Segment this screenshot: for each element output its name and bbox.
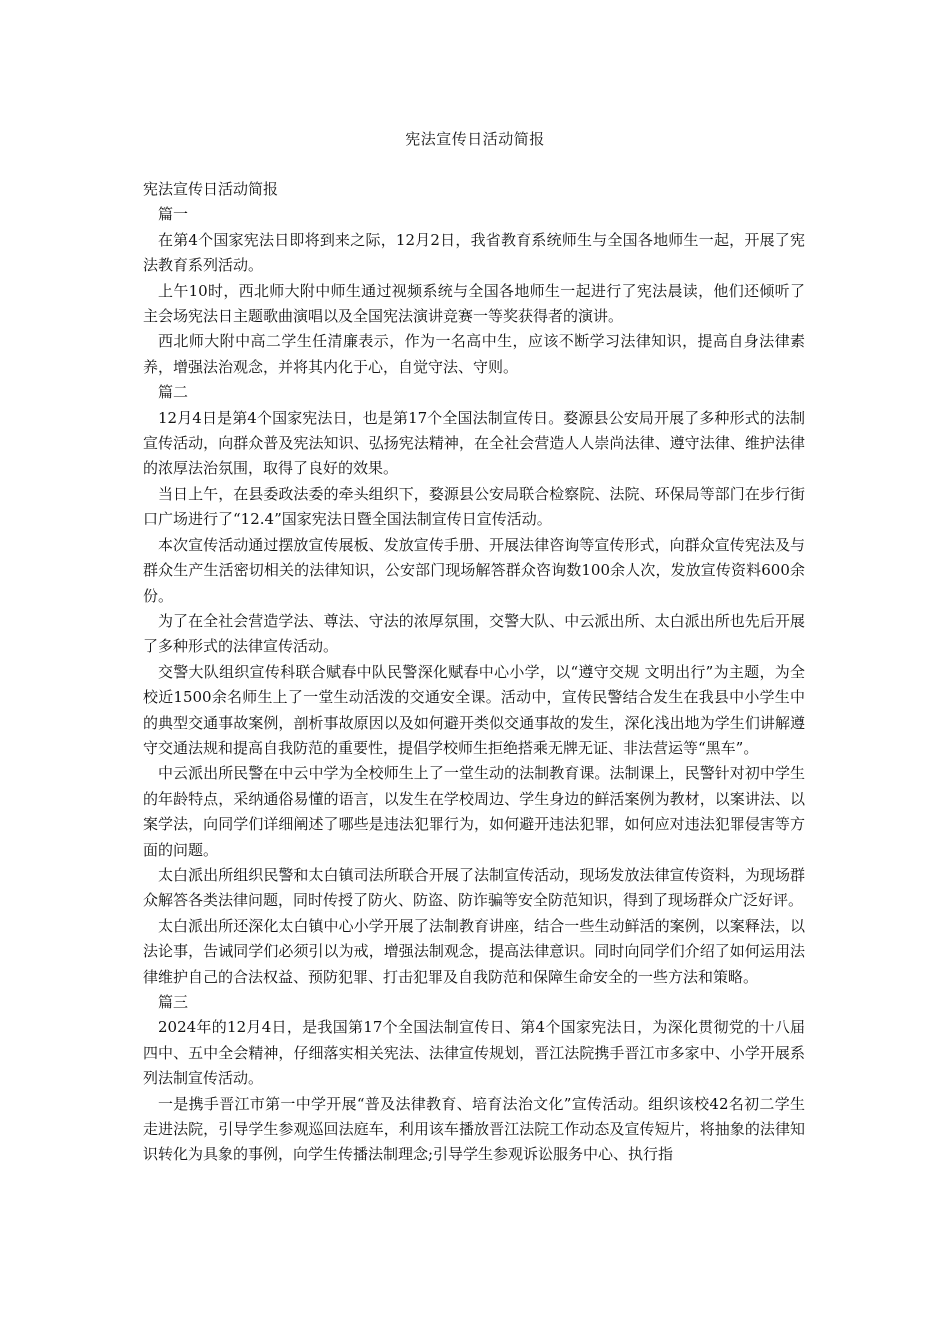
- paragraph: 中云派出所民警在中云中学为全校师生上了一堂生动的法制教育课。法制课上，民警针对初中学生的年龄特点，采纳通俗易懂的语言，以发生在学校周边、学生身边的鲜活案例为教材，以案讲法、以案学法，向同学们详细阐述了哪些是违法犯罪行为，如何避开违法犯罪，如何应对违法犯罪侵害等方面的问题。: [143, 764, 805, 859]
- paragraph: 太白派出所还深化太白镇中心小学开展了法制教育讲座，结合一些生动鲜活的案例，以案释法，以法论事，告诫同学们必须引以为戒，增强法制观念，提高法律意识。同时向同学们介绍了如何运用法律维护自己的合法权益、预防犯罪、打击犯罪及自我防范和保障生命安全的一些方法和策略。: [143, 916, 805, 986]
- paragraph: 太白派出所组织民警和太白镇司法所联合开展了法制宣传活动，现场发放法律宣传资料，为现场群众解答各类法律问题，同时传授了防火、防盗、防诈骗等安全防范知识，得到了现场群众广泛好评。: [143, 865, 805, 910]
- paragraph: 2024年的12月4日，是我国第17个全国法制宣传日、第4个国家宪法日，为深化贯彻党的十八届四中、五中全会精神，仔细落实相关宪法、法律宣传规划，晋江法院携手晋江市多家中、小学开展系列法制宣传活动。: [143, 1018, 805, 1088]
- paragraph: 本次宣传活动通过摆放宣传展板、发放宣传手册、开展法律咨询等宣传形式，向群众宣传宪法及与群众生产生活密切相关的法律知识，公安部门现场解答群众咨询数100余人次，发放宣传资料600余份。: [143, 535, 805, 605]
- paragraph: 12月4日是第4个国家宪法日，也是第17个全国法制宣传日。婺源县公安局开展了多种形式的法制宣传活动，向群众普及宪法知识、弘扬宪法精神，在全社会营造人人崇尚法律、遵守法律、维护法律的浓厚法治氛围，取得了良好的效果。: [143, 408, 805, 478]
- paragraph: 为了在全社会营造学法、尊法、守法的浓厚氛围，交警大队、中云派出所、太白派出所也先后开展了多种形式的法律宣传活动。: [143, 611, 805, 656]
- paragraph: 一是携手晋江市第一中学开展“普及法律教育、培育法治文化”宣传活动。组织该校42名初二学生走进法院，引导学生参观巡回法庭车，利用该车播放晋江法院工作动态及宣传短片，将抽象的法律知识转化为具象的事例，向学生传播法制理念;引导学生参观诉讼服务中心、执行指: [143, 1094, 805, 1164]
- paragraph: 上午10时，西北师大附中师生通过视频系统与全国各地师生一起进行了宪法晨读，他们还倾听了主会场宪法日主题歌曲演唱以及全国宪法演讲竞赛一等奖获得者的演讲。: [143, 281, 805, 326]
- document-body: [143, 177, 805, 1168]
- paragraph: 西北师大附中高二学生任清廉表示，作为一名高中生，应该不断学习法律知识，提高自身法律素养，增强法治观念，并将其内化于心，自觉守法、守则。: [143, 332, 805, 376]
- section-heading: 篇一: [158, 205, 189, 224]
- document-subtitle: 宪法宣传日活动简报: [143, 180, 279, 198]
- paragraph: 交警大队组织宣传科联合赋春中队民警深化赋春中心小学，以“遵守交规 文明出行”为主题，为全校近1500余名师生上了一堂生动活泼的交通安全课。活动中，宣传民警结合发生在我县中小学生中的典型交通事故案例，剖析事故原因以及如何避开类似交通事故的发生，深化浅出地为学生们讲解遵守交通法规和提高自我防范的重要性，提倡学校师生拒绝搭乘无牌无证、非法营运等“黑车”。: [143, 662, 805, 757]
- section-heading: 篇三: [158, 993, 189, 1011]
- paragraph: 当日上午，在县委政法委的牵头组织下，婺源县公安局联合检察院、法院、环保局等部门在步行街口广场进行了“12.4”国家宪法日暨全国法制宣传日宣传活动。: [143, 484, 805, 529]
- paragraph: 在第4个国家宪法日即将到来之际，12月2日，我省教育系统师生与全国各地师生一起，开展了宪法教育系列活动。: [143, 230, 805, 275]
- section-heading: 篇二: [158, 383, 189, 402]
- document-title: 宪法宣传日活动简报: [405, 130, 545, 148]
